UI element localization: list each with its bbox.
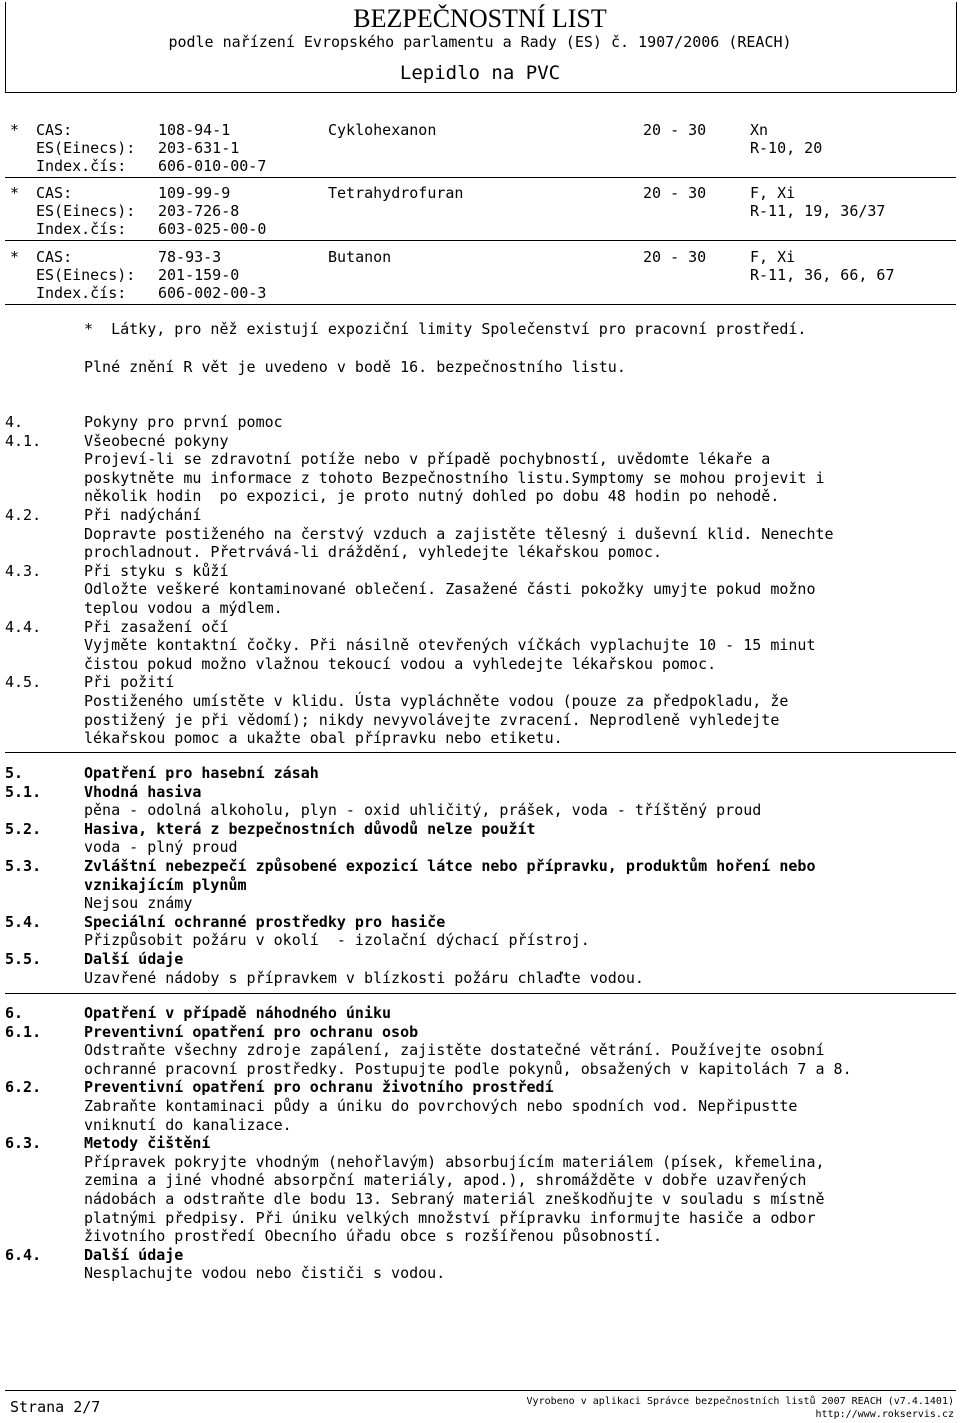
generator-note: Vyrobeno v aplikaci Správce bezpečnostních listů 2007 REACH (v7.4.1401) bbox=[526, 1396, 954, 1407]
hazard-class: Xn bbox=[750, 121, 769, 139]
index-number: 606-002-00-3 bbox=[158, 284, 267, 302]
section-rule-5 bbox=[5, 752, 956, 753]
section-line-text: Vhodná hasiva bbox=[84, 782, 202, 801]
index-label: Index.čís: bbox=[36, 220, 127, 238]
index-number: 603-025-00-0 bbox=[158, 220, 267, 238]
document-title: BEZPEČNOSTNÍ LIST bbox=[353, 4, 607, 33]
hazard-class: F, Xi bbox=[750, 184, 796, 202]
section-number: 4.3. bbox=[5, 561, 42, 580]
section-line-text: Při styku s kůží bbox=[84, 561, 229, 580]
hazard-mark: * bbox=[10, 184, 20, 202]
generator-url[interactable]: http://www.rokservis.cz bbox=[815, 1409, 954, 1420]
index-label: Index.čís: bbox=[36, 157, 127, 175]
substance-name: Butanon bbox=[328, 248, 392, 266]
section-line-text: Projeví-li se zdravotní potíže nebo v případě pochybností, uvědomte lékaře a bbox=[84, 450, 771, 469]
substance-name: Tetrahydrofuran bbox=[328, 184, 464, 202]
section-line-text: Při zasažení očí bbox=[84, 617, 229, 636]
section-line-text: Uzavřené nádoby s přípravkem v blízkosti požáru chlaďte vodou. bbox=[84, 968, 644, 987]
cas-label: CAS: bbox=[36, 248, 73, 266]
section-number: 4.5. bbox=[5, 673, 42, 692]
substance-name: Cyklohexanon bbox=[328, 121, 437, 139]
section-line-text: Přizpůsobit požáru v okolí - izolační dýchací přístroj. bbox=[84, 931, 590, 950]
section-number: 5. bbox=[5, 764, 24, 782]
r-phrases: R-10, 20 bbox=[750, 139, 823, 157]
section-line-text: Odstraňte všechny zdroje zapálení, zajistěte dostatečné větrání. Používejte osobní bbox=[84, 1041, 825, 1060]
hazard-mark: * bbox=[10, 121, 20, 139]
section-line-text: Postiženého umístěte v klidu. Ústa vypláchněte vodou (pouze za předpokladu, že bbox=[84, 692, 789, 710]
section-number: 6.2. bbox=[5, 1078, 42, 1097]
section-line-text: Všeobecné pokyny bbox=[84, 431, 229, 450]
section-line-text: Zvláštní nebezpečí způsobené expozicí látce nebo přípravku, produktům hoření nebo bbox=[84, 857, 816, 875]
section-line-text: Nesplachujte vodou nebo čističi s vodou. bbox=[84, 1264, 446, 1283]
hazard-mark: * bbox=[10, 248, 20, 266]
section-number: 6.3. bbox=[5, 1134, 42, 1153]
exposure-limits-note: * Látky, pro něž existují expoziční limity Společenství pro pracovní prostředí. bbox=[84, 320, 807, 338]
section-number: 6.4. bbox=[5, 1245, 42, 1264]
section-line-text: Speciální ochranné prostředky pro hasiče bbox=[84, 912, 446, 931]
es-number: 203-726-8 bbox=[158, 202, 240, 220]
section-line-text: poskytněte mu informace z tohoto Bezpečnostního listu.Symptomy se mohou projevit i bbox=[84, 468, 825, 487]
section-number: 5.1. bbox=[5, 782, 42, 801]
section-line-text: platnými předpisy. Při úniku velkých množství přípravku informujte hasiče a odbor bbox=[84, 1208, 816, 1227]
section-line-text: Zabraňte kontaminaci půdy a úniku do povrchových nebo spodních vod. Nepřipustte bbox=[84, 1097, 798, 1115]
es-number: 203-631-1 bbox=[158, 139, 240, 157]
header-bottom-rule bbox=[5, 92, 956, 93]
r-phrases-note: Plné znění R vět je uvedeno v bodě 16. bezpečnostního listu. bbox=[84, 358, 626, 376]
section-line-text: vznikajícím plynům bbox=[84, 875, 247, 894]
section-line-text: Metody čištění bbox=[84, 1134, 211, 1153]
concentration: 20 - 30 bbox=[643, 121, 707, 139]
section-line-text: Při nadýchání bbox=[84, 506, 202, 524]
section-line-text: prochladnout. Přetrvává-li dráždění, vyhledejte lékařskou pomoc. bbox=[84, 543, 662, 562]
section-line-text: zemina a jiné vhodné absorpční materiály, apod.), shromážděte v dobře uzavřených bbox=[84, 1171, 807, 1190]
table-rule-3 bbox=[5, 304, 956, 305]
section-number: 4.1. bbox=[5, 431, 42, 450]
section-number: 4. bbox=[5, 413, 24, 431]
section-number: 6. bbox=[5, 1004, 24, 1022]
section-line-text: vniknutí do kanalizace. bbox=[84, 1115, 292, 1134]
section-line-text: Přípravek pokryjte vhodným (nehořlavým) absorbujícím materiálem (písek, křemelina, bbox=[84, 1152, 825, 1171]
concentration: 20 - 30 bbox=[643, 248, 707, 266]
cas-number: 78-93-3 bbox=[158, 248, 222, 266]
section-line-text: pěna - odolná alkoholu, plyn - oxid uhličitý, prášek, voda - tříštěný proud bbox=[84, 801, 762, 820]
section-line-text: čistou pokud možno vlažnou tekoucí vodou a vyhledejte lékařskou pomoc. bbox=[84, 654, 717, 673]
r-phrases: R-11, 36, 66, 67 bbox=[750, 266, 895, 284]
section-number: 4.4. bbox=[5, 617, 42, 636]
section-line-text: Při požití bbox=[84, 673, 175, 692]
footer-rule bbox=[5, 1390, 956, 1391]
section-line-text: Opatření v případě náhodného úniku bbox=[84, 1004, 392, 1022]
section-number: 5.5. bbox=[5, 950, 42, 968]
section-number: 6.1. bbox=[5, 1022, 42, 1041]
index-number: 606-010-00-7 bbox=[158, 157, 267, 175]
section-line-text: několik hodin po expozici, je proto nutný dohled po dobu 48 hodin po nehodě. bbox=[84, 487, 780, 506]
section-line-text: nádobách a odstraňte dle bodu 13. Sebraný materiál zneškodňujte v souladu s místně bbox=[84, 1190, 825, 1208]
section-line-text: Vyjměte kontaktní čočky. Při násilně otevřených víčkách vyplachujte 10 - 15 minut bbox=[84, 636, 816, 655]
page-number: Strana 2/7 bbox=[10, 1398, 101, 1416]
es-label: ES(Einecs): bbox=[36, 202, 136, 220]
es-number: 201-159-0 bbox=[158, 266, 240, 284]
section-line-text: Preventivní opatření pro ochranu životního prostředí bbox=[84, 1078, 554, 1097]
section-line-text: Odložte veškeré kontaminované oblečení. Zasažené části pokožky umyjte pokud možno bbox=[84, 580, 816, 599]
section-rule-6 bbox=[5, 993, 956, 994]
concentration: 20 - 30 bbox=[643, 184, 707, 202]
cas-label: CAS: bbox=[36, 121, 73, 139]
cas-label: CAS: bbox=[36, 184, 73, 202]
hazard-class: F, Xi bbox=[750, 248, 796, 266]
section-line-text: lékařskou pomoc a ukažte obal přípravku nebo etiketu. bbox=[84, 729, 563, 748]
section-line-text: Dopravte postiženého na čerstvý vzduch a zajistěte tělesný i duševní klid. Nenechte bbox=[84, 524, 834, 543]
section-line-text: Další údaje bbox=[84, 950, 184, 968]
section-number: 4.2. bbox=[5, 506, 42, 524]
section-line-text: teplou vodou a mýdlem. bbox=[84, 599, 283, 617]
cas-number: 108-94-1 bbox=[158, 121, 231, 139]
section-line-text: voda - plný proud bbox=[84, 838, 238, 857]
section-number: 5.2. bbox=[5, 819, 42, 838]
section-number: 5.4. bbox=[5, 912, 42, 931]
product-name: Lepidlo na PVC bbox=[399, 62, 561, 84]
r-phrases: R-11, 19, 36/37 bbox=[750, 202, 886, 220]
section-line-text: životního prostředí Obecního úřadu obce s rozšířenou působností. bbox=[84, 1227, 662, 1246]
es-label: ES(Einecs): bbox=[36, 266, 136, 284]
section-line-text: Opatření pro hasební zásah bbox=[84, 764, 319, 782]
section-line-text: Preventivní opatření pro ochranu osob bbox=[84, 1022, 419, 1041]
section-line-text: Hasiva, která z bezpečnostních důvodů nelze použít bbox=[84, 819, 536, 838]
index-label: Index.čís: bbox=[36, 284, 127, 302]
es-label: ES(Einecs): bbox=[36, 139, 136, 157]
section-line-text: Další údaje bbox=[84, 1245, 184, 1264]
section-line-text: ochranné pracovní prostředky. Postupujte podle pokynů, obsažených v kapitolách 7 a 8. bbox=[84, 1059, 852, 1078]
cas-number: 109-99-9 bbox=[158, 184, 231, 202]
document-subtitle: podle nařízení Evropského parlamentu a Rady (ES) č. 1907/2006 (REACH) bbox=[168, 33, 792, 51]
section-line-text: Pokyny pro první pomoc bbox=[84, 413, 283, 431]
section-number: 5.3. bbox=[5, 857, 42, 875]
table-rule-2 bbox=[5, 240, 956, 241]
section-line-text: Nejsou známy bbox=[84, 894, 193, 913]
section-line-text: postižený je při vědomí); nikdy nevyvolávejte zvracení. Neprodleně vyhledejte bbox=[84, 710, 780, 729]
table-rule-1 bbox=[5, 177, 956, 178]
